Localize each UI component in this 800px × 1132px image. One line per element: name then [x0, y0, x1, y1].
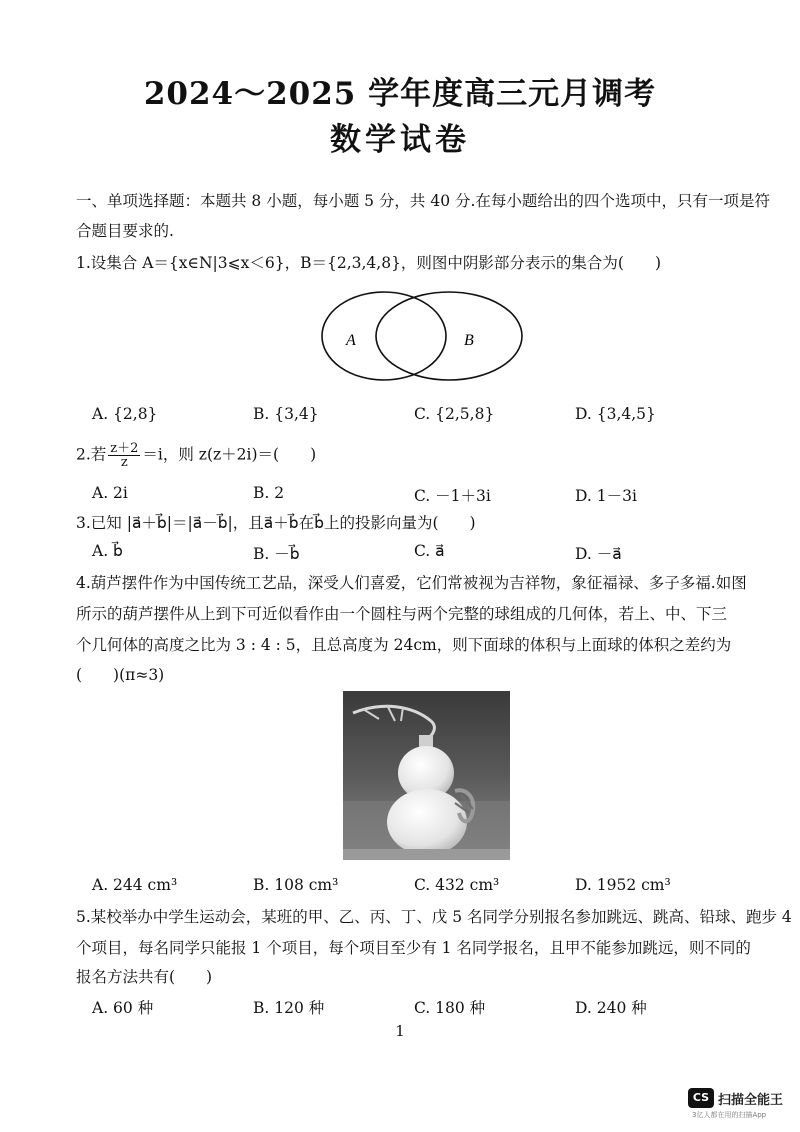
- q5-option-c: C. 180 种: [414, 999, 486, 1017]
- q4-option-b: B. 108 cm³: [253, 876, 339, 894]
- q4-option-a: A. 244 cm³: [92, 876, 178, 894]
- scanner-app-tagline: 3亿人都在用的扫描App: [692, 1111, 767, 1119]
- q2-fraction: [108, 442, 140, 469]
- q2-prefix: 2.若: [76, 445, 107, 464]
- question-5-line-2: 个项目，每名同学只能报 1 个项目，每个项目至少有 1 名同学报名，且甲不能参加跳远，则不同的: [76, 939, 751, 957]
- q2-suffix: ＝i，则 z(z＋2i)＝( ): [142, 445, 317, 464]
- q1-option-a: A. {2,8}: [92, 405, 158, 423]
- exam-title: 2024～2025 学年度高三元月调考: [143, 76, 657, 112]
- q4-option-d: D. 1952 cm³: [575, 876, 671, 894]
- question-1-stem: 1.设集合 A＝{x∈N|3⩽x＜6}，B＝{2,3,4,8}，则图中阴影部分表示的集合为( ): [76, 254, 662, 272]
- question-5-line-1: 5.某校举办中学生运动会，某班的甲、乙、丙、丁、戊 5 名同学分别报名参加跳远、跳高、铅球、跑步 4: [76, 908, 792, 926]
- section-heading-line-2: 合题目要求的.: [76, 222, 174, 240]
- q1-option-c: C. {2,5,8}: [414, 405, 495, 423]
- q5-option-d: D. 240 种: [575, 999, 647, 1017]
- gourd-ornament-photo: [343, 691, 510, 860]
- question-4-line-1: 4.葫芦摆件作为中国传统工艺品，深受人们喜爱，它们常被视为吉祥物，象征福禄、多子多福.如图: [76, 574, 747, 592]
- q2-option-c: C. －1＋3i: [414, 487, 491, 505]
- question-2-stem: [76, 442, 766, 469]
- q5-option-b: B. 120 种: [253, 999, 325, 1017]
- q3-option-b: B. －b⃗: [253, 545, 300, 563]
- venn-set-b-circle: [376, 292, 522, 380]
- q3-option-d: D. －a⃗: [575, 545, 622, 563]
- q4-option-c: C. 432 cm³: [414, 876, 500, 894]
- q3-option-c: C. a⃗: [414, 542, 445, 560]
- venn-set-a-circle: [322, 292, 446, 380]
- question-5-line-3: 报名方法共有( ): [76, 968, 213, 986]
- question-3-stem: 3.已知 |a⃗＋b⃗|＝|a⃗－b⃗|，且a⃗＋b⃗在b⃗上的投影向量为( ): [76, 514, 476, 532]
- q1-option-d: D. {3,4,5}: [575, 405, 656, 423]
- question-4-line-4: ( )(π≈3): [76, 666, 165, 684]
- scanner-watermark: [688, 1088, 788, 1120]
- q2-option-b: B. 2: [253, 484, 285, 502]
- exam-subtitle: 数学试卷: [330, 122, 470, 158]
- q5-option-a: A. 60 种: [92, 999, 154, 1017]
- page-number: 1: [395, 1022, 405, 1040]
- question-4-line-2: 所示的葫芦摆件从上到下可近似看作由一个圆柱与两个完整的球组成的几何体，若上、中、下三: [76, 605, 728, 623]
- q2-fraction-numerator: z＋2: [110, 441, 139, 456]
- venn-label-b: B: [464, 332, 474, 349]
- q2-option-d: D. 1－3i: [575, 487, 637, 505]
- scanner-app-name: 扫描全能王: [718, 1093, 784, 1108]
- q2-fraction-denominator: z: [120, 455, 128, 470]
- venn-diagram: [316, 290, 531, 390]
- section-heading-line-1: 一、单项选择题：本题共 8 小题，每小题 5 分，共 40 分.在每小题给出的四个选项中，只有一项是符: [76, 192, 770, 210]
- q3-option-a: A. b⃗: [92, 542, 123, 560]
- scanner-logo-icon: CS: [688, 1088, 714, 1108]
- q2-option-a: A. 2i: [92, 484, 128, 502]
- q1-option-b: B. {3,4}: [253, 405, 319, 423]
- venn-label-a: A: [346, 332, 356, 349]
- question-4-line-3: 个几何体的高度之比为 3 : 4 : 5，且总高度为 24cm，则下面球的体积与上面球的体积之差约为: [76, 636, 732, 654]
